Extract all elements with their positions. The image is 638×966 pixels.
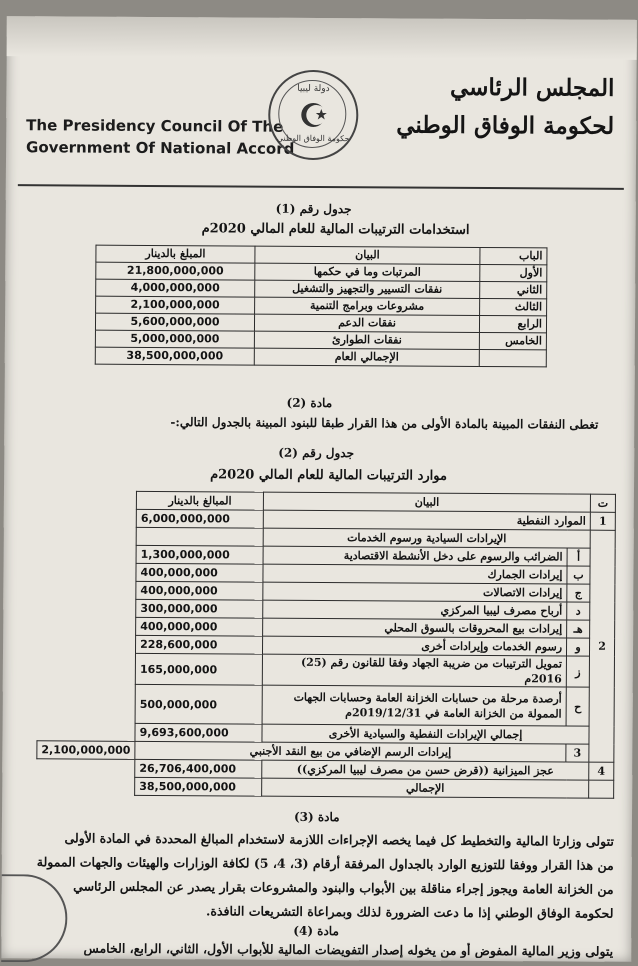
sub-letter: و [566,638,589,656]
amount-cell: 228,600,000 [136,635,263,654]
amount-cell: 400,000,000 [136,563,263,582]
row-number: 1 [590,512,615,530]
emblem-bottom-text: حكومة الوفاق الوطني [276,133,350,144]
table-row [38,527,615,549]
statement-cell: المرتبات وما في حكمها [255,263,480,281]
amount-cell: 2,100,000,000 [37,741,135,760]
sub-letter: ج [567,584,590,602]
amount-cell: 2,100,000,000 [96,296,255,314]
statement-cell: الموارد النفطية [263,510,590,530]
table-row [37,653,614,688]
col-header-amount: المبلغ بالدينار [96,245,255,263]
table1 [95,245,548,368]
sub-letter: ب [567,566,590,584]
amount-cell: 26,706,400,000 [135,759,262,778]
chapter-cell: الخامس [479,332,546,349]
header-divider [18,184,624,190]
document-page [1,16,637,962]
statement-cell: إيرادات الجمارك [263,564,567,584]
article2-text: تغطى النفقات المبينة بالمادة الأولى من هذا القرار طبقا للبنود المبينة بالجدول التالي:- [170,415,599,432]
table-row [37,741,614,763]
article3-line: لحكومة الوفاق الوطني إذا ما دعت الضرورة لذلك وبمراعاة التشريعات النافذة. [206,903,614,921]
amount-cell: 400,000,000 [136,617,263,636]
table2 [36,490,616,799]
article4-text: يتولى وزير المالية المفوض أو من يخوله إصدار التفويضات المالية للأبواب الأول، الثاني، الرابع، الخامس [83,940,614,959]
col-header-chapter: الباب [480,247,547,264]
article2-title: مادة (2) [286,395,333,411]
table1-title: استخدامات الترتيبات المالية للعام المالي 2020م [201,221,470,238]
article3-line: من الخزانة العامة ويجوز إجراء مناقلة بين الأبواب والبنود والمشروعات بقرار يصدر عن المجلس الرئاسي [73,878,614,897]
amount-cell: 5,000,000,000 [95,330,254,348]
statement-cell: مشروعات وبرامج التنمية [255,297,480,315]
table-total-row [37,777,614,799]
subtotal-amount: 9,693,600,000 [135,723,262,742]
col-header-no: ت [590,494,615,512]
table-row [96,296,547,316]
col-header-statement: البيان [255,246,480,264]
subtotal-label: إجمالي الإيرادات النفطية والسيادية الأخرى [262,724,589,744]
table-row [38,563,615,585]
presidency-emblem-seal [268,70,359,161]
sub-letter: ز [566,656,589,687]
table-row [37,684,614,727]
arabic-header [396,68,614,145]
amount-cell: 400,000,000 [136,581,263,600]
total-amount: 38,500,000,000 [95,347,254,365]
total-amount: 38,500,000,000 [135,777,262,796]
sub-letter: هـ [567,620,590,638]
table-row [96,279,547,299]
table-row [95,330,546,350]
statement-cell: إيرادات الرسم الإضافي من بيع النقد الأجنبي [135,741,566,762]
row-number: 3 [566,744,589,762]
chapter-cell: الأول [480,264,547,281]
statement-cell: إيرادات بيع المحروقات بالسوق المحلي [263,618,567,638]
arabic-header-line2: لحكومة الوفاق الوطني [396,111,615,140]
statement-cell: نفقات التسيير والتجهيز والتشغيل [255,280,480,298]
statement-cell: نفقات الطوارئ [254,331,479,349]
sub-letter: د [567,602,590,620]
table1-label: جدول رقم (1) [275,201,352,217]
col-header-statement: البيان [263,492,590,512]
amount-cell: 5,600,000,000 [95,313,254,331]
chapter-cell: الثالث [480,298,547,315]
total-label: الإجمالي [262,778,589,798]
statement-cell: رسوم الخدمات وإيرادات أخرى [263,636,567,656]
row-number: 2 [589,530,615,762]
article4-title: مادة (4) [293,923,339,939]
table-header-row [96,245,547,265]
sub-letter: ح [566,687,589,726]
table-row [38,545,615,567]
table-row [37,635,614,657]
amount-cell: 165,000,000 [135,653,262,685]
table-row [38,617,615,639]
crescent-star-icon [296,98,330,132]
section-title: الإيرادات السيادية ورسوم الخدمات [263,528,590,548]
article3-line: تتولى وزارتا المالية والتخطيط كل فيما يخصه الإجراءات اللازمة لاستخدام المبالغ المحددة في المادة الأولى [64,830,614,849]
sub-letter: أ [567,548,590,566]
article3-body [17,826,614,926]
statement-cell: الضرائب والرسوم على دخل الأنشطة الاقتصادية [263,546,567,566]
statement-cell: أرباح مصرف ليبيا المركزي [263,600,567,620]
table-row [38,509,615,531]
table-row [37,759,614,781]
amount-cell: 1,300,000,000 [136,545,263,564]
statement-cell: نفقات الدعم [254,314,479,332]
total-label: الإجمالي العام [254,348,479,366]
article3-title: مادة (3) [293,809,340,825]
english-header-line1: The Presidency Council Of The [26,116,284,136]
article3-line: من هذا القرار ووفقا للتوزيع الوارد بالجداول المرفقة أرقام (3، 4، 5) لكافة الوزارات والهيئات والجهات الممولة [36,854,614,873]
statement-cell: عجز الميزانية ((قرض حسن من مصرف ليبيا المركزي)) [262,760,589,780]
amount-cell: 21,800,000,000 [96,262,255,280]
arabic-header-line1: المجلس الرئاسي [449,73,615,102]
statement-cell: إيرادات الاتصالات [263,582,567,602]
statement-cell: أرصدة مرحلة من حسابات الخزانة العامة وحسابات الجهات الممولة من الخزانة العامة في 2019/12/31م [262,685,566,726]
emblem-top-text: دولة ليبيا [297,83,330,95]
table-row [95,313,546,333]
amount-cell: 4,000,000,000 [96,279,255,297]
chapter-cell: الرابع [479,315,546,332]
amount-cell: 6,000,000,000 [136,509,263,528]
table2-label: جدول رقم (2) [278,445,355,461]
statement-cell: تمويل الترتيبات من ضريبة الجهاد وفقا للقانون رقم (25) 2016م [262,654,566,687]
english-header [26,114,295,160]
table-total-row [95,347,546,367]
amount-cell: 500,000,000 [135,684,262,724]
table-row [38,599,615,621]
col-header-amount: المبالغ بالدينار [136,491,263,510]
table-header-row [38,491,615,513]
amount-cell: 300,000,000 [136,599,263,618]
english-header-line2: Government Of National Accord [26,138,295,158]
table2-title: موارد الترتيبات المالية للعام المالي 2020م [210,467,448,484]
table-row [96,262,547,282]
row-number: 4 [589,762,614,780]
chapter-cell: الثاني [480,281,547,298]
table-row [38,581,615,603]
